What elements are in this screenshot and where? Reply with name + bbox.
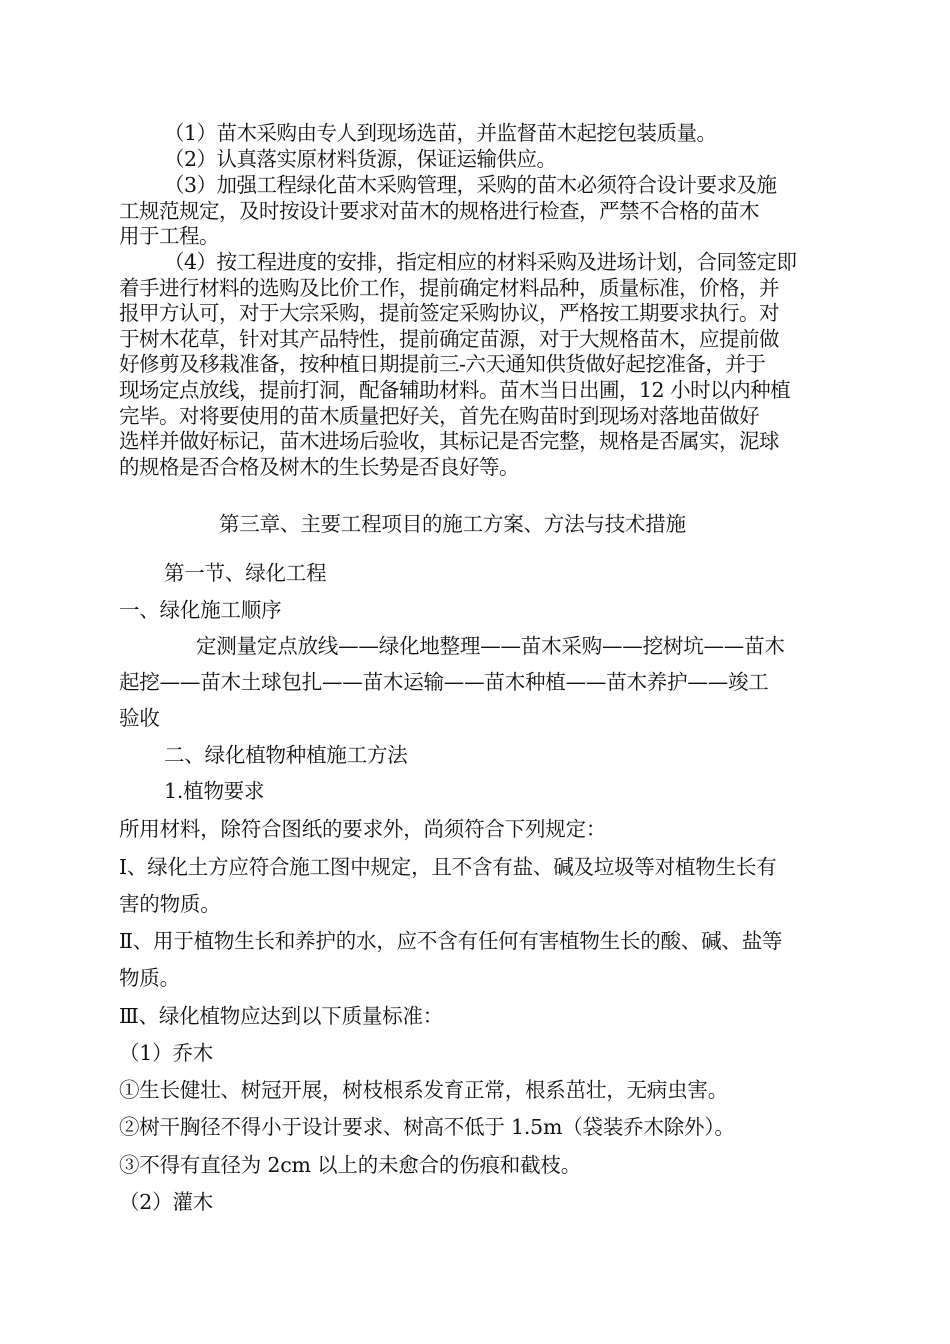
paragraph-line: 选样并做好标记，苗木进场后验收，其标记是否完整，规格是否属实，泥球: [119, 429, 779, 453]
body-line: Ⅲ、绿化植物应达到以下质量标准：: [119, 1004, 444, 1028]
body-line: ②树干胸径不得小于设计要求、树高不低于 1.5m（袋装乔木除外）。: [119, 1115, 735, 1139]
chapter-title: 第三章、主要工程项目的施工方案、方法与技术措施: [219, 512, 686, 536]
body-line: ①生长健壮、树冠开展，树枝根系发育正常，根系茁壮，无病虫害。: [119, 1078, 728, 1102]
paragraph-line: 完毕。对将要使用的苗木质量把好关，首先在购苗时到现场对落地苗做好: [119, 404, 759, 428]
paragraph-line: 报甲方认可，对于大宗采购，提前签定采购协议，严格按工期要求执行。对: [119, 301, 779, 325]
paragraph-line: 着手进行材料的选购及比价工作，提前确定材料品种，质量标准，价格，并: [119, 276, 779, 300]
body-line: Ⅱ、用于植物生长和养护的水，应不含有任何有害植物生长的酸、碱、盐等: [119, 929, 783, 953]
paragraph-line: （4）按工程进度的安排，指定相应的材料采购及进场计划，合同签定即: [164, 250, 797, 274]
body-line: ③不得有直径为 2cm 以上的未愈合的伤痕和截枝。: [119, 1153, 581, 1177]
paragraph-line: 的规格是否合格及树木的生长势是否良好等。: [119, 455, 519, 479]
paragraph-line: 于树木花草，针对其产品特性，提前确定苗源，对于大规格苗木，应提前做: [119, 327, 779, 351]
sequence-line: 起挖——苗木土球包扎——苗木运输——苗木种植——苗木养护——竣工: [119, 670, 769, 694]
body-line: （2）灌木: [119, 1190, 214, 1214]
body-line: 所用材料，除符合图纸的要求外，尚须符合下列规定：: [119, 817, 607, 841]
heading-plant-requirements: 1.植物要求: [164, 779, 265, 803]
body-line: 害的物质。: [119, 892, 221, 916]
paragraph-line: （1）苗木采购由专人到现场选苗，并监督苗木起挖包装质量。: [164, 121, 717, 145]
paragraph-line: 好修剪及移栽准备，按种植日期提前三-六天通知供货做好起挖准备，并于: [119, 352, 766, 376]
heading-planting-method: 二、绿化植物种植施工方法: [164, 743, 408, 767]
paragraph-line: 工规范规定，及时按设计要求对苗木的规格进行检查，严禁不合格的苗木: [119, 199, 759, 223]
body-line: 物质。: [119, 966, 180, 990]
paragraph-line: （3）加强工程绿化苗木采购管理，采购的苗木必须符合设计要求及施: [164, 173, 777, 197]
section-title: 第一节、绿化工程: [164, 561, 327, 585]
body-line: （1）乔木: [119, 1041, 214, 1065]
body-line: Ⅰ、绿化土方应符合施工图中规定，且不含有盐、碱及垃圾等对植物生长有: [119, 855, 777, 879]
sequence-line: 验收: [119, 706, 160, 730]
paragraph-line: 用于工程。: [119, 224, 219, 248]
paragraph-line: （2）认真落实原材料货源，保证运输供应。: [164, 147, 557, 171]
heading-construction-sequence: 一、绿化施工顺序: [119, 598, 282, 622]
sequence-line: 定测量定点放线——绿化地整理——苗木采购——挖树坑——苗木: [196, 634, 785, 658]
paragraph-line: 现场定点放线，提前打洞，配备辅助材料。苗木当日出圃，12 小时以内种植: [119, 378, 791, 402]
